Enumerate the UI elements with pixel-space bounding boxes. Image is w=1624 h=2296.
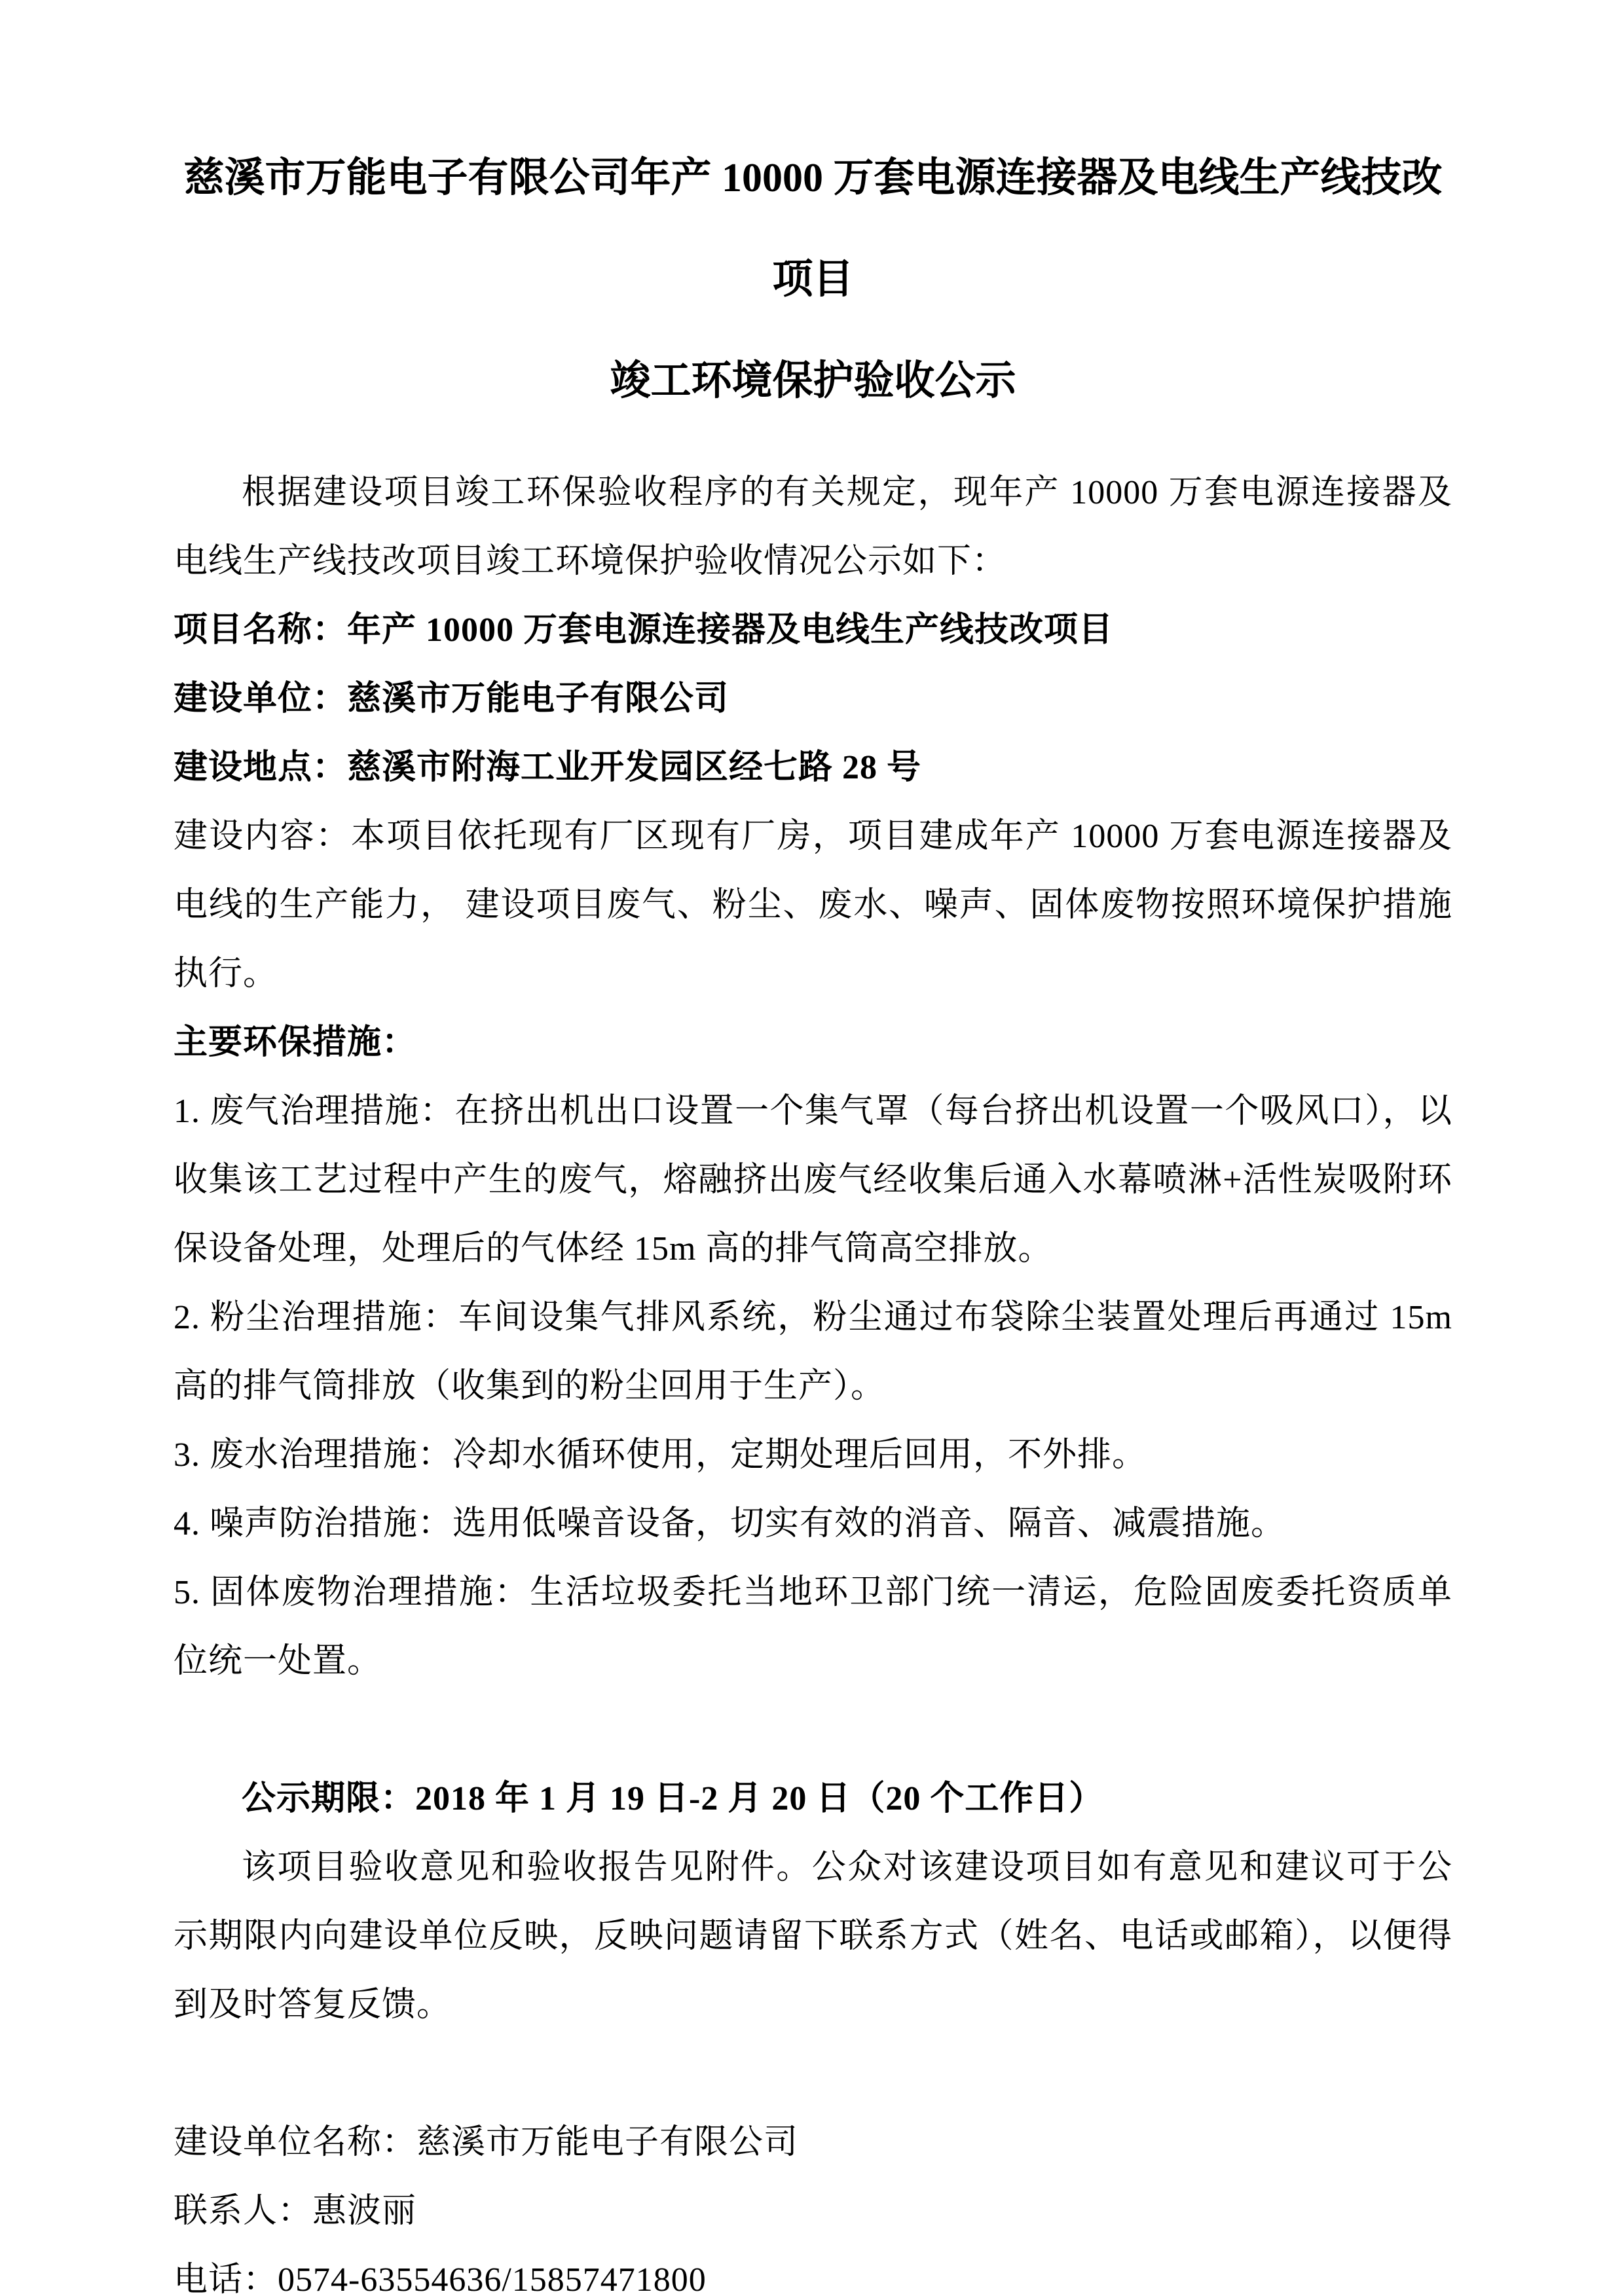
intro-paragraph: 根据建设项目竣工环保验收程序的有关规定，现年产 10000 万套电源连接器及电线生产线技改项目竣工环境保护验收情况公示如下： xyxy=(174,474,1452,580)
field-construction-content: 建设内容：本项目依托现有厂区现有厂房，项目建成年产 10000 万套电源连接器及电线的生产能力， 建设项目废气、粉尘、废水、噪声、固体废物按照环境保护措施执行。 xyxy=(174,818,1452,993)
measure-item-4: 4. 噪声防治措施：选用低噪音设备，切实有效的消音、隔音、减震措施。 xyxy=(174,1505,1286,1542)
title-line-1: 慈溪市万能电子有限公司年产 10000 万套电源连接器及电线生产线技改项目 xyxy=(183,156,1443,302)
measure-item-5: 5. 固体废物治理措施：生活垃圾委托当地环卫部门统一清运，危险固废委托资质单位统一处置。 xyxy=(174,1574,1452,1680)
field-construction-site: 建设地点：慈溪市附海工业开发园区经七路 28 号 xyxy=(174,749,922,786)
title-line-2: 竣工环境保护验收公示 xyxy=(610,359,1016,403)
feedback-paragraph: 该项目验收意见和验收报告见附件。公众对该建设项目如有意见和建议可于公示期限内向建设单位反映，反映问题请留下联系方式（姓名、电话或邮箱），以便得到及时答复反馈。 xyxy=(174,1849,1452,2024)
measure-item-2: 2. 粉尘治理措施：车间设集气排风系统，粉尘通过布袋除尘装置处理后再通过 15m 高的排气筒排放（收集到的粉尘回用于生产）。 xyxy=(174,1299,1452,1405)
measure-item-3: 3. 废水治理措施：冷却水循环使用，定期处理后回用，不外排。 xyxy=(174,1436,1147,1474)
contact-person-line: 联系人：惠波丽 xyxy=(174,2193,417,2230)
field-project-name: 项目名称：年产 10000 万套电源连接器及电线生产线技改项目 xyxy=(174,611,1114,649)
measures-heading: 主要环保措施： xyxy=(174,1024,417,1061)
document-title xyxy=(174,128,1452,432)
measure-item-1: 1. 废气治理措施：在挤出机出口设置一个集气罩（每台挤出机设置一个吸风口），以收集该工艺过程中产生的废气，熔融挤出废气经收集后通入水幕喷淋+活性炭吸附环保设备处理，处理后的气体经 15m 高的排气筒高空排放。 xyxy=(174,1093,1452,1267)
contact-unit-line: 建设单位名称：慈溪市万能电子有限公司 xyxy=(174,2124,799,2161)
publicity-period-line: 公示期限：2018 年 1 月 19 日-2 月 20 日（20 个工作日） xyxy=(242,1780,1104,1817)
field-construction-unit: 建设单位：慈溪市万能电子有限公司 xyxy=(174,680,729,718)
contact-phone-line: 电话：0574-63554636/15857471800 xyxy=(174,2261,707,2296)
